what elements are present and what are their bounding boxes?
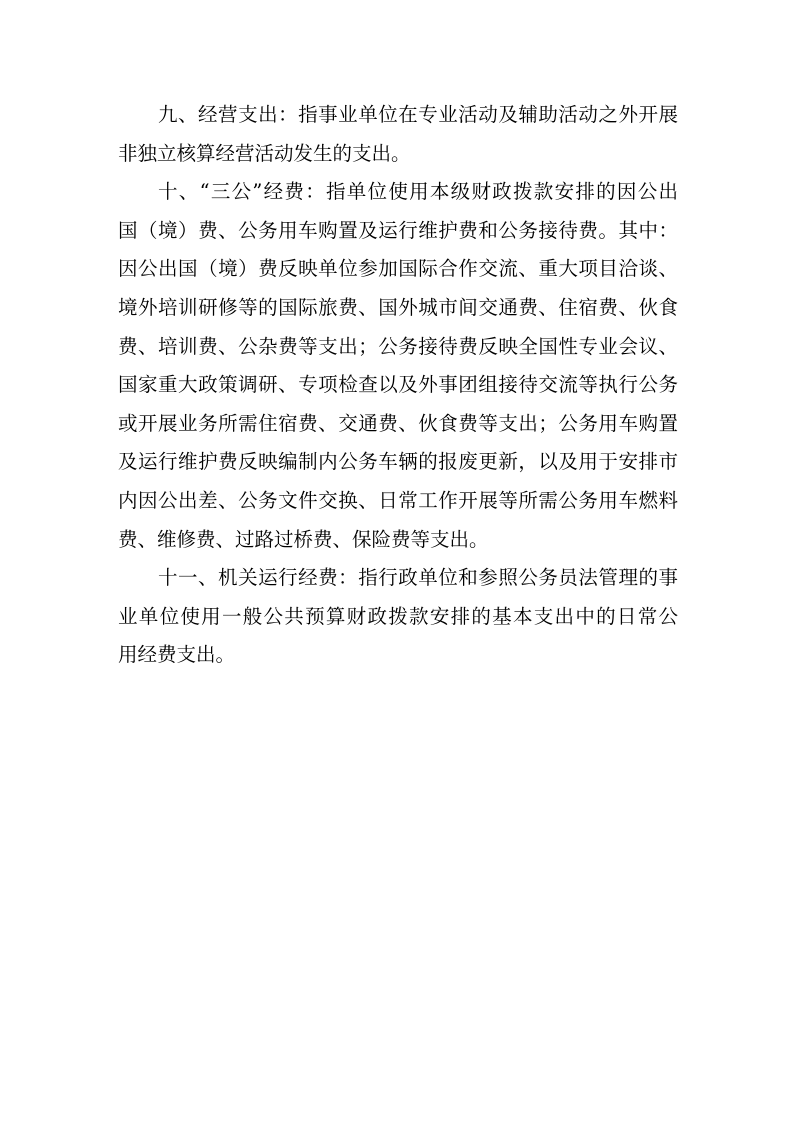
paragraph-10-line-1: 十、“三公”经费：指单位使用本级财政拨款安排的因公出	[158, 180, 678, 204]
paragraph-11-line-2: 业单位使用一般公共预算财政拨款安排的基本支出中的日常公	[118, 604, 678, 628]
paragraph-11-line-3: 用经费支出。	[118, 643, 236, 667]
paragraph-10-line-5: 费、培训费、公杂费等支出；公务接待费反映全国性专业会议、	[118, 334, 678, 358]
paragraph-10-line-9: 内因公出差、公务文件交换、日常工作开展等所需公务用车燃料	[118, 488, 678, 512]
paragraph-9-line-1: 九、经营支出：指事业单位在专业活动及辅助活动之外开展	[158, 103, 678, 126]
paragraph-10-line-4: 境外培训研修等的国际旅费、国外城市间交通费、住宿费、伙食	[118, 295, 678, 319]
paragraph-10-line-8: 及运行维护费反映编制内公务车辆的报废更新，以及用于安排市	[118, 450, 678, 474]
paragraph-9-line-2: 非独立核算经营活动发生的支出。	[118, 141, 411, 165]
document-body	[118, 96, 678, 675]
paragraph-11-line-1: 十一、机关运行经费：指行政单位和参照公务员法管理的事	[158, 566, 678, 590]
paragraph-10-line-6: 国家重大政策调研、专项检查以及外事团组接待交流等执行公务	[118, 373, 678, 397]
paragraph-10-line-10: 费、维修费、过路过桥费、保险费等支出。	[118, 527, 489, 551]
paragraph-10-line-7: 或开展业务所需住宿费、交通费、伙食费等支出；公务用车购置	[118, 411, 678, 435]
paragraph-10-line-3: 因公出国（境）费反映单位参加国际合作交流、重大项目洽谈、	[118, 257, 678, 281]
paragraph-10-line-2: 国（境）费、公务用车购置及运行维护费和公务接待费。其中：	[118, 218, 678, 242]
